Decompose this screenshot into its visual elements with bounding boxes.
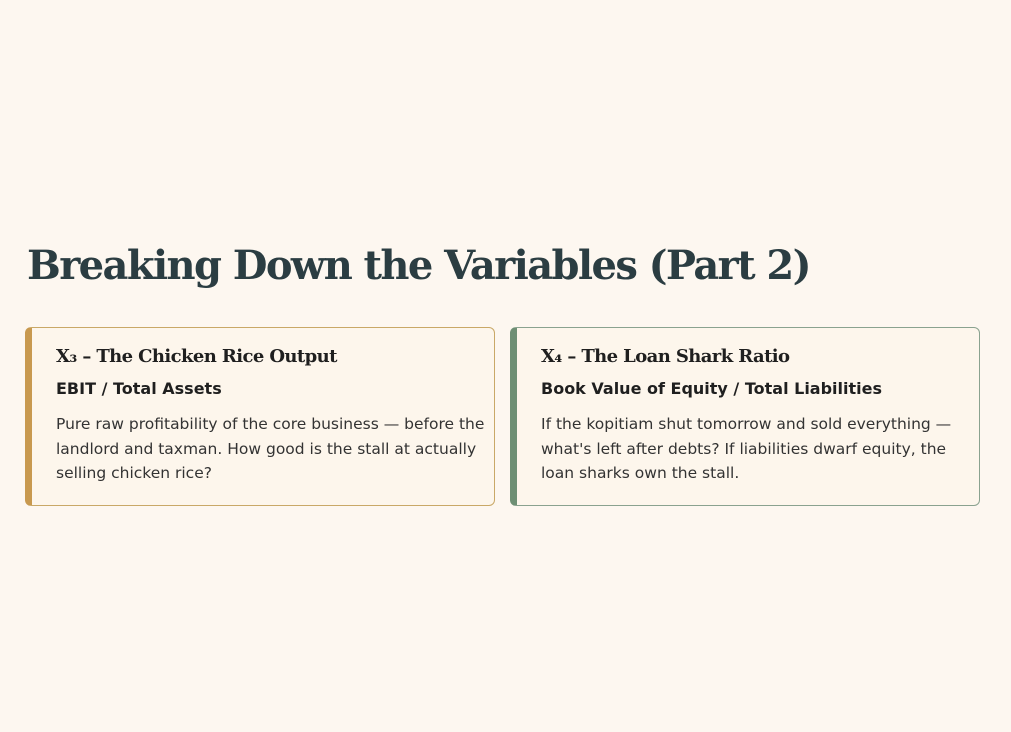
card-title: X₃ – The Chicken Rice Output bbox=[56, 346, 337, 367]
variable-card-x4 bbox=[510, 327, 980, 506]
card-description: If the kopitiam shut tomorrow and sold everything — what's left after debts? If liabilities dwarf equity, the loan sharks own the stall. bbox=[541, 415, 952, 482]
variable-card-x3 bbox=[25, 327, 495, 506]
page-title: Breaking Down the Variables (Part 2) bbox=[27, 242, 810, 289]
card-formula: EBIT / Total Assets bbox=[56, 379, 222, 398]
card-description: Pure raw profitability of the core business — before the landlord and taxman. How good is the stall at actually selling chicken rice? bbox=[56, 415, 485, 482]
card-title: X₄ – The Loan Shark Ratio bbox=[541, 346, 790, 367]
card-formula: Book Value of Equity / Total Liabilities bbox=[541, 379, 883, 398]
